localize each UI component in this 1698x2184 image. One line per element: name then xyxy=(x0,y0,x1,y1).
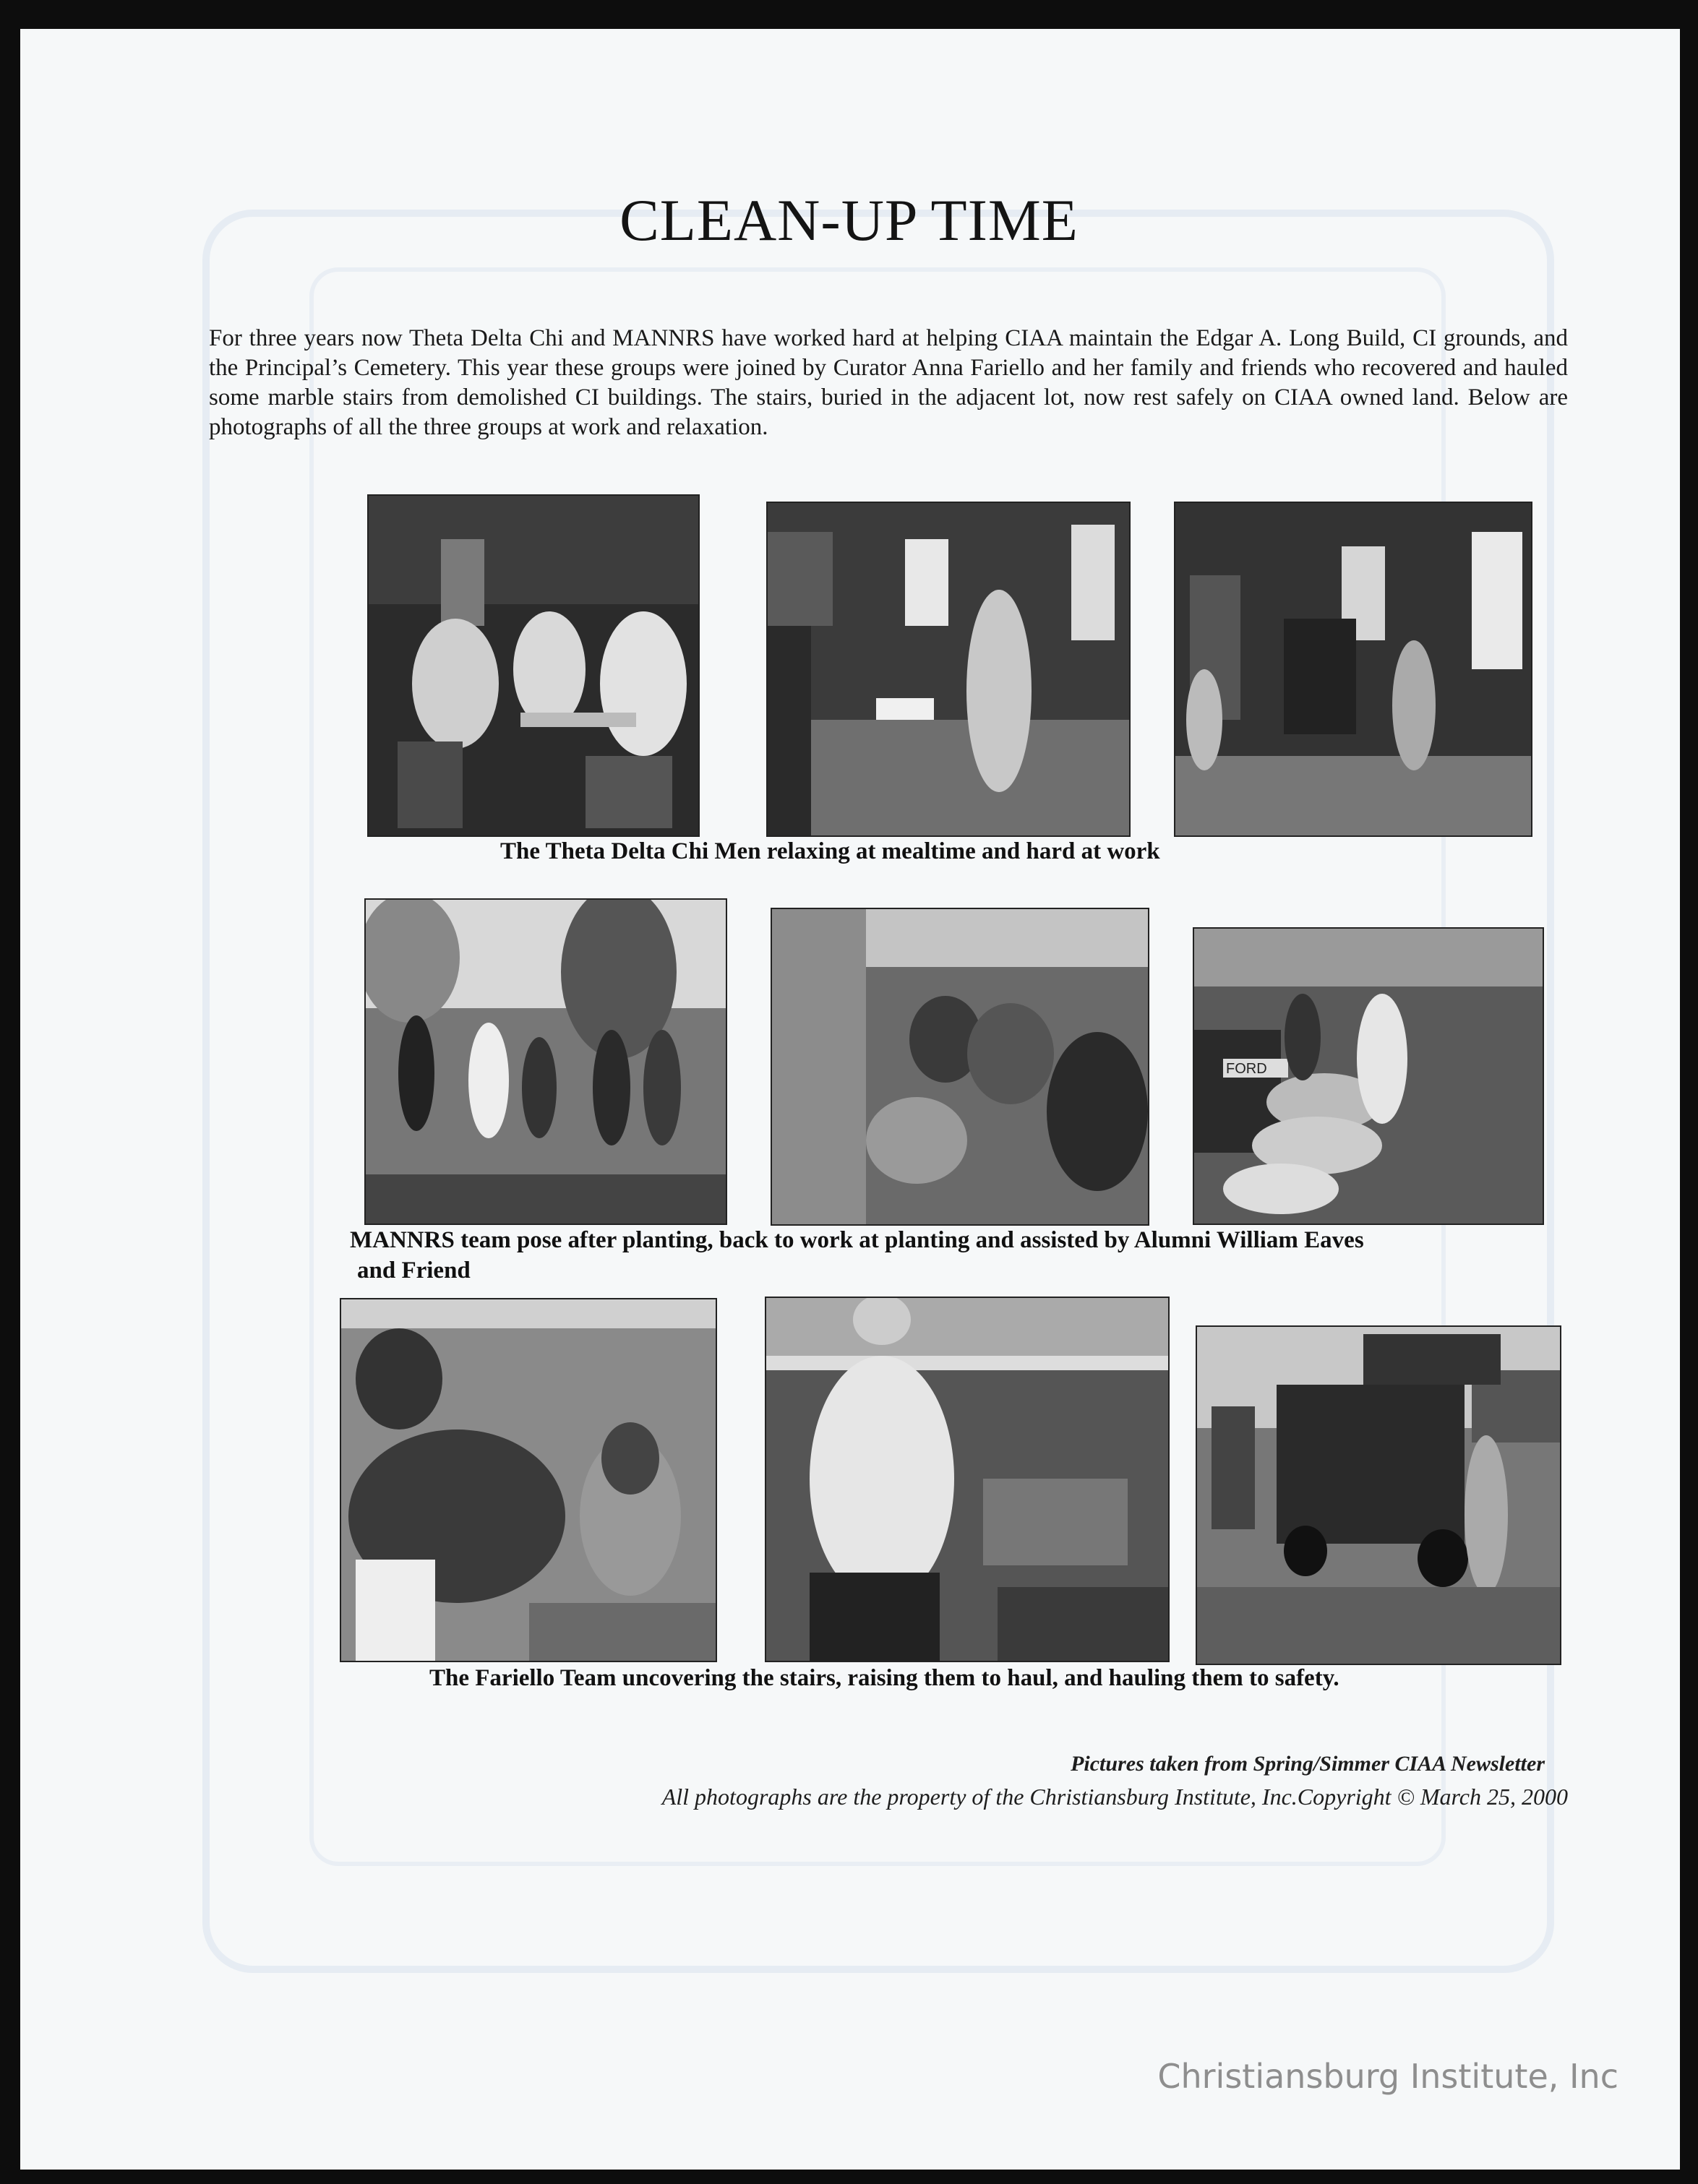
binding-hole xyxy=(0,79,20,113)
binding-hole xyxy=(0,1055,20,1088)
binding-hole xyxy=(0,1272,20,1305)
photo-hauling-suv xyxy=(1196,1325,1561,1665)
binding-hole xyxy=(0,1164,20,1197)
binding-hole xyxy=(0,134,20,167)
caption-row2-line1: MANNRS team pose after planting, back to work at planting and assisted by Alumni William Eaves xyxy=(350,1227,1364,1253)
binding-hole xyxy=(0,1326,20,1359)
caption-row2-line2: and Friend xyxy=(357,1257,471,1284)
binding-hole xyxy=(0,1977,20,2010)
binding-hole xyxy=(0,2085,20,2118)
binding-hole xyxy=(0,1706,20,1739)
binding-hole xyxy=(0,1435,20,1468)
watermark-text: Christiansburg Institute, Inc xyxy=(1157,2057,1618,2096)
intro-paragraph: For three years now Theta Delta Chi and MANNRS have worked hard at helping CIAA maintain the Edgar A. Long Build, CI grounds, and the Principal’s Cemetery. This year these groups were joined by Curator Anna Fariello and her family and friends who recovered and hauled some marble stairs from demolished CI buildings. The stairs, buried in the adjacent lot, now rest safely on CIAA owned land. Below are photographs of all the three groups at work and relaxation. xyxy=(209,325,1568,440)
binding-hole xyxy=(0,459,20,492)
binding-hole xyxy=(0,784,20,817)
photo-team-pose xyxy=(364,898,727,1225)
binding-hole xyxy=(0,405,20,438)
caption-row1: The Theta Delta Chi Men relaxing at mealtime and hard at work xyxy=(500,838,1160,864)
binding-hole xyxy=(0,296,20,330)
truck-text: FORD xyxy=(1226,1061,1267,1077)
binding-hole xyxy=(0,1651,20,1685)
binding-hole xyxy=(0,1001,20,1034)
photo-uncovering-stairs xyxy=(340,1298,717,1662)
credit-source: Pictures taken from Spring/Simmer CIAA Newsletter xyxy=(1071,1752,1545,1776)
binding-hole xyxy=(0,1218,20,1251)
binding-hole xyxy=(0,1380,20,1414)
photo-sweeping-room xyxy=(766,502,1131,837)
binding-hole xyxy=(0,676,20,709)
binding-hole xyxy=(0,2031,20,2064)
binding-hole xyxy=(0,567,20,601)
binding-hole xyxy=(0,1760,20,1793)
photo-mealtime xyxy=(367,494,700,837)
credit-copyright: All photographs are the property of the Christiansburg Institute, Inc.Copyright © March 25, 2000 xyxy=(661,1784,1568,1810)
binding-hole xyxy=(0,351,20,384)
photo-raising-stairs xyxy=(765,1297,1170,1662)
binding-hole xyxy=(0,947,20,980)
binding-hole xyxy=(0,1109,20,1143)
binding-hole xyxy=(0,1922,20,1956)
binding-hole xyxy=(0,1543,20,1576)
binding-hole xyxy=(0,730,20,763)
binding-hole xyxy=(0,622,20,655)
binding-hole xyxy=(0,893,20,926)
page-title: CLEAN-UP TIME xyxy=(619,187,1079,253)
photo-room-with-windows xyxy=(1174,502,1532,837)
binding-hole xyxy=(0,513,20,546)
binding-hole xyxy=(0,1814,20,1847)
caption-row3: The Fariello Team uncovering the stairs, raising them to haul, and hauling them to safety. xyxy=(429,1665,1339,1691)
binding-hole xyxy=(0,1597,20,1630)
photo-truck-unloading xyxy=(1193,927,1544,1225)
binding-hole xyxy=(0,1489,20,1522)
binding-hole xyxy=(0,838,20,872)
photo-planting-by-wall xyxy=(771,908,1149,1226)
binding-hole xyxy=(0,1868,20,1901)
spiral-binding xyxy=(0,0,22,2184)
